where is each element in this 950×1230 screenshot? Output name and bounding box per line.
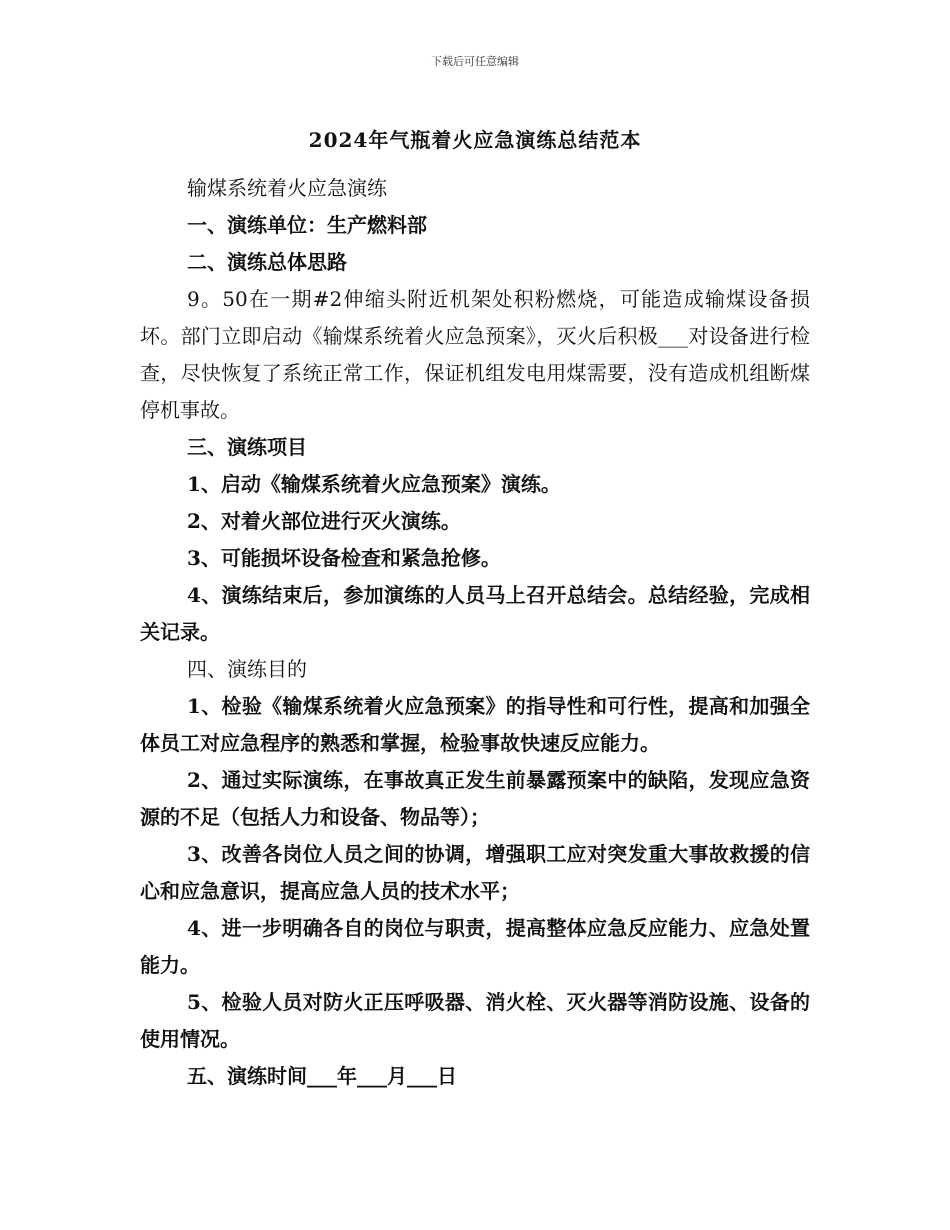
page-header: 下载后可任意编辑 [431, 55, 519, 68]
document-title: 2024年气瓶着火应急演练总结范本 [308, 128, 642, 152]
list-item: 1、检验《输煤系统着火应急预案》的指导性和可行性，提高和加强全体员工对应急程序的熟悉和掌握，检验事故快速反应能力。 [140, 694, 810, 755]
section-heading-time: 五、演练时间___年___月___日 [187, 1064, 457, 1088]
list-item: 2、通过实际演练，在事故真正发生前暴露预案中的缺陷，发现应急资源的不足（包括人力和设备、物品等）； [140, 768, 810, 829]
list-item: 3、改善各岗位人员之间的协调，增强职工应对突发重大事故救援的信心和应急意识，提高应急人员的技术水平； [140, 842, 810, 903]
list-item: 3、可能损坏设备检查和紧急抢修。 [187, 546, 501, 570]
paragraph-approach: 9。50在一期#2伸缩头附近机架处积粉燃烧，可能造成输煤设备损坏。部门立即启动《输煤系统着火应急预案》，灭火后积极___对设备进行检查，尽快恢复了系统正常工作，保证机组发电用煤需要，没有造成机组断煤停机事故。 [140, 287, 810, 422]
section-heading-purpose: 四、演练目的 [187, 657, 307, 681]
section-heading-items: 三、演练项目 [187, 435, 307, 459]
list-item: 1、启动《输煤系统着火应急预案》演练。 [187, 472, 561, 496]
list-item: 4、进一步明确各自的岗位与职责，提高整体应急反应能力、应急处置能力。 [140, 916, 810, 977]
document-body [140, 170, 810, 1095]
list-item: 5、检验人员对防火正压呼吸器、消火栓、灭火器等消防设施、设备的使用情况。 [140, 990, 810, 1051]
list-item: 4、演练结束后，参加演练的人员马上召开总结会。总结经验，完成相关记录。 [140, 583, 810, 644]
section-heading-approach: 二、演练总体思路 [187, 250, 347, 274]
section-heading-unit: 一、演练单位：生产燃料部 [187, 213, 427, 237]
paragraph-subtitle: 输煤系统着火应急演练 [187, 176, 387, 200]
list-item: 2、对着火部位进行灭火演练。 [187, 509, 461, 533]
